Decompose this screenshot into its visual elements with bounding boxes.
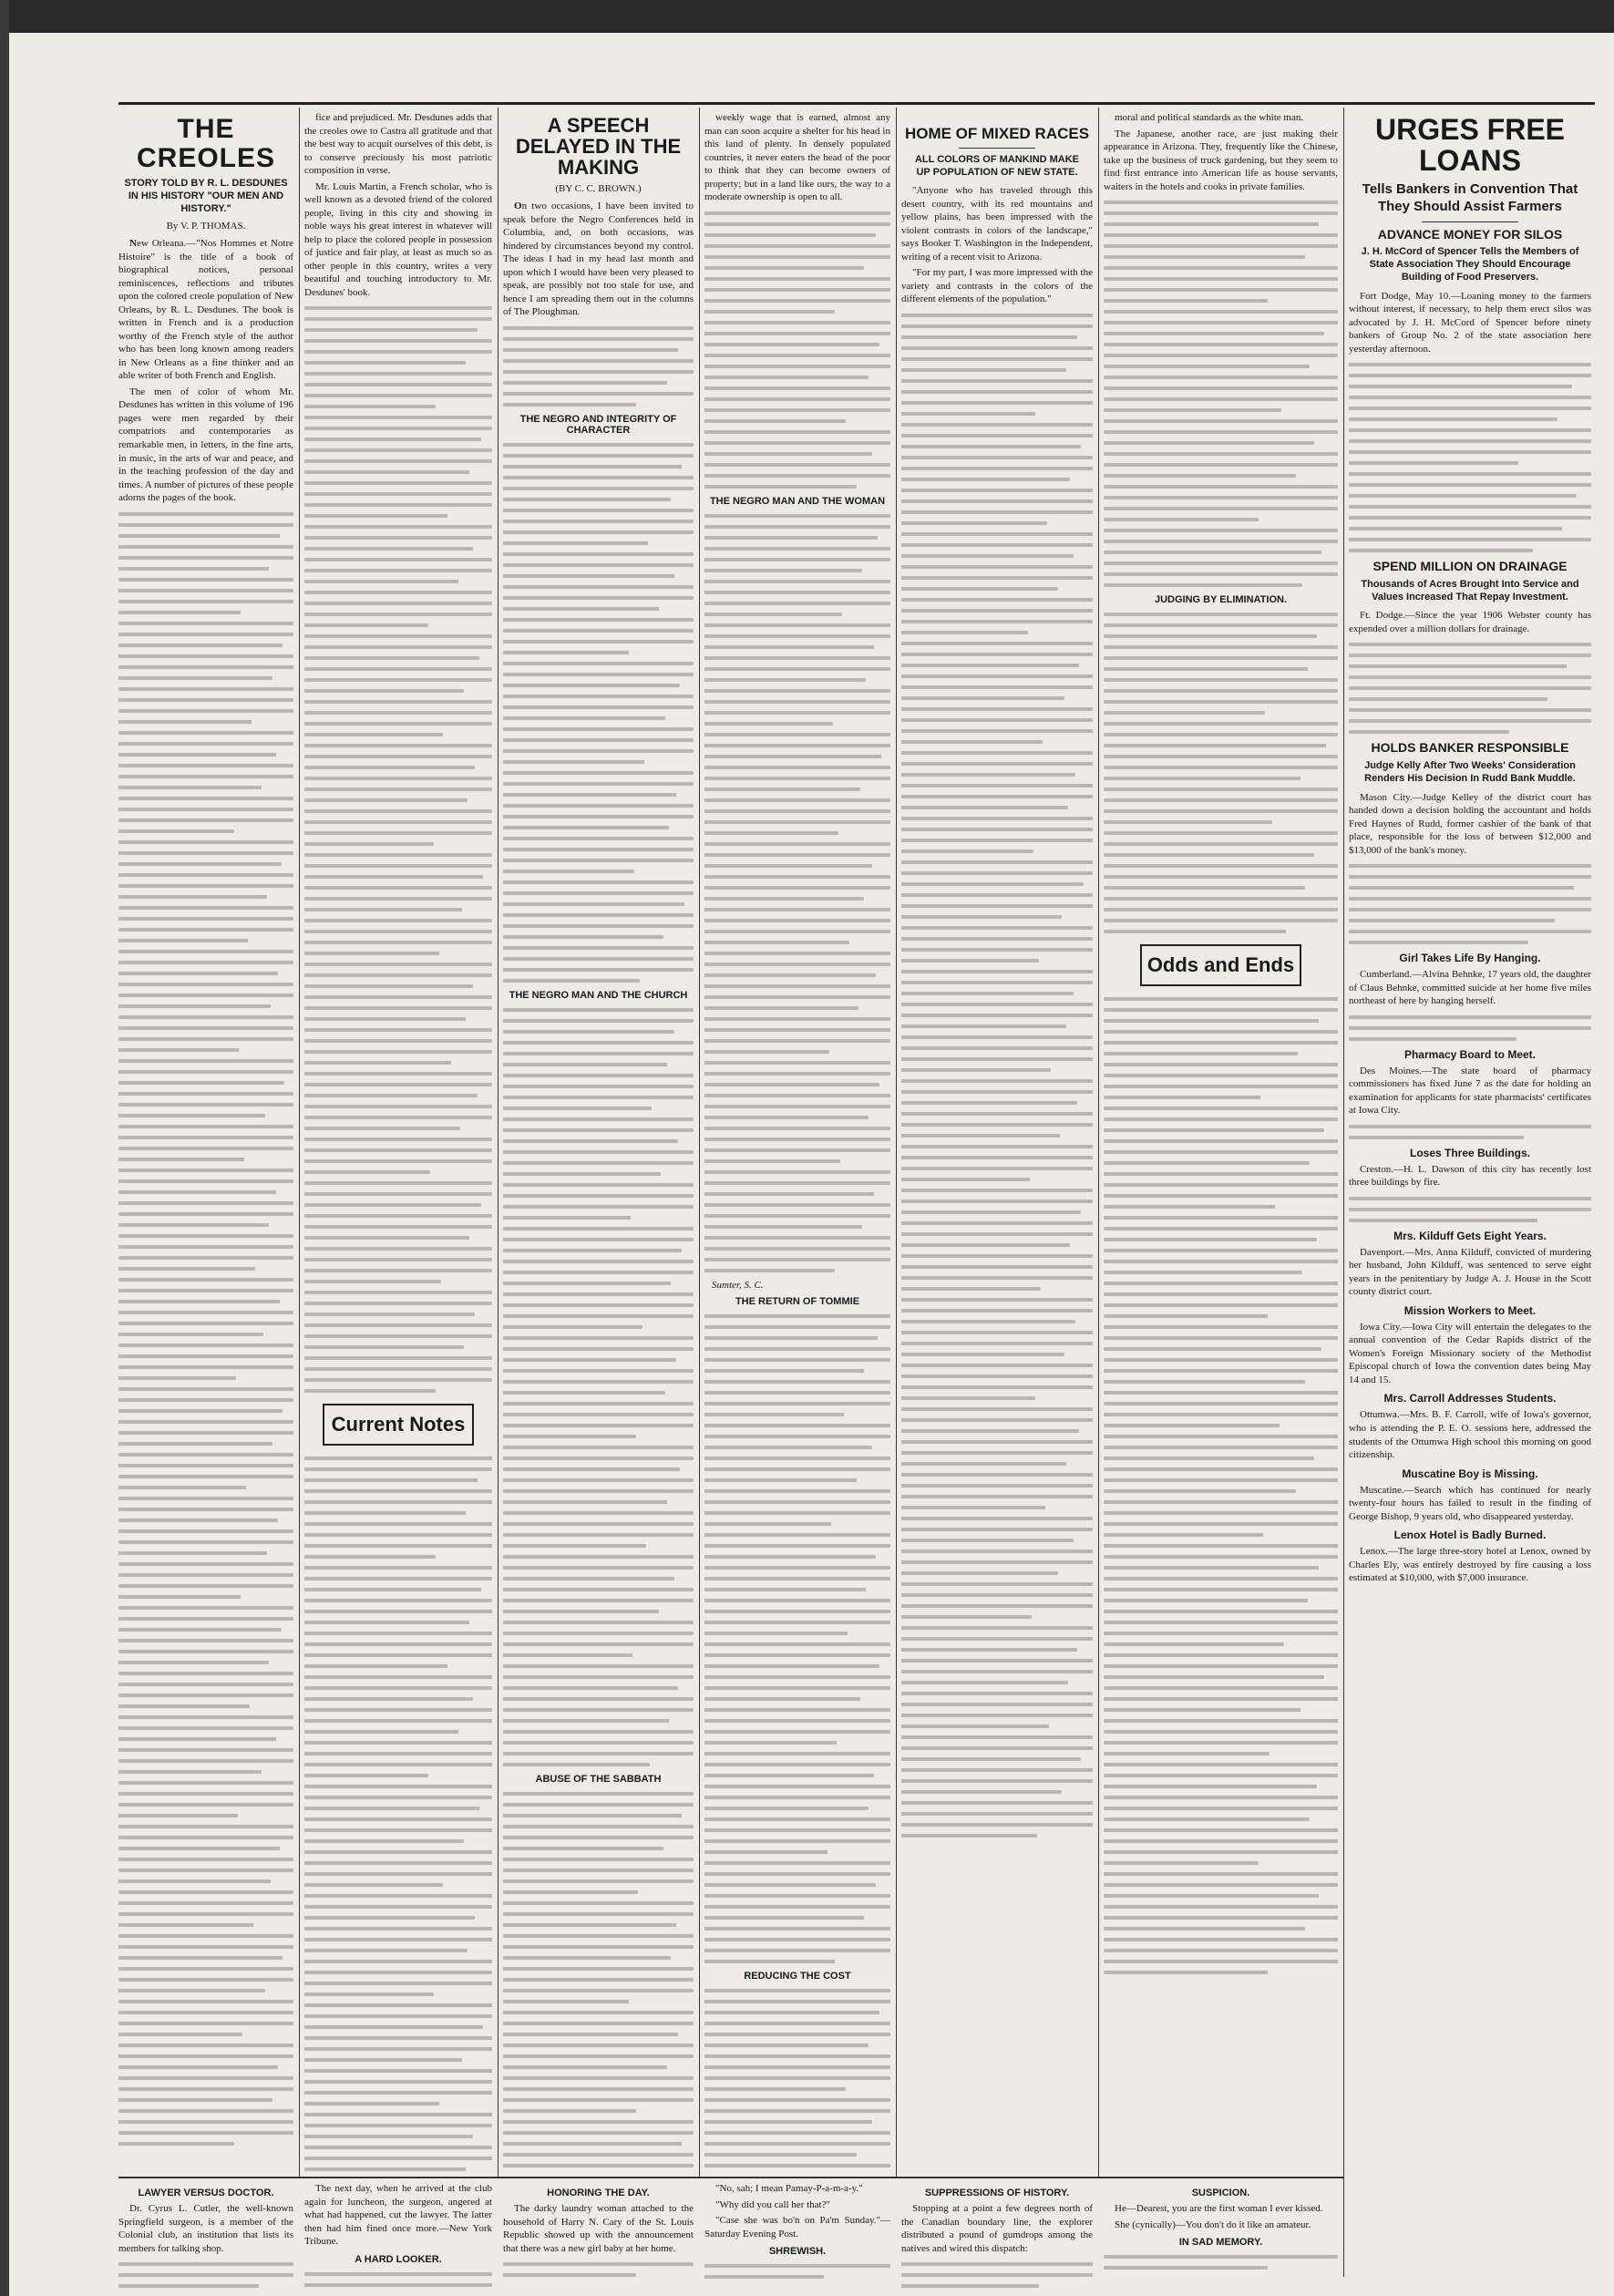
text-continuation <box>1104 2255 1338 2270</box>
paragraph: Mr. Louis Martin, a French scholar, who is well known as a devoted friend of the colored people, living in this city and showing in noble ways his great interest in whatever will help to place the colored people in possession of justice and fair play, at least as much so as other people in this country, writes a very beautiful and touching introductory to Mr. Desdunes' book. <box>304 180 492 298</box>
byline-speech: (BY C. C. BROWN.) <box>555 183 642 195</box>
headline-lenox: Lenox Hotel is Badly Burned. <box>1393 1529 1547 1542</box>
paragraph: Davenport.—Mrs. Anna Kilduff, convicted of murdering her husband, John Kilduff, was sentenced to serve eight years in the penitentiary by Judge A. J. House in the Scott county district court. <box>1349 1246 1591 1298</box>
paragraph: He—Dearest, you are the first woman I ever kissed. <box>1115 2203 1323 2214</box>
subhead: REDUCING THE COST <box>744 1970 851 1982</box>
headline-lawyer: LAWYER VERSUS DOCTOR. <box>138 2188 274 2198</box>
paragraph: Mason City.—Judge Kelley of the district court has handed down a decision holding the accountant and holds Fred Haynes of Rudd, former cashier of the bank of that place, responsible for the loss of between $12,000 and $13,000 of the bank's money. <box>1349 791 1591 856</box>
headline-suspicion: SUSPICION. <box>1191 2188 1250 2198</box>
column-rule <box>299 108 300 2177</box>
headline-muscatine: Muscatine Boy is Missing. <box>1402 1467 1538 1480</box>
bottom-row-rule <box>118 2177 1343 2178</box>
headline-buildings: Loses Three Buildings. <box>1409 1146 1531 1159</box>
deck-mixed-races: ALL COLORS OF MANKIND MAKE UP POPULATION OF NEW STATE. <box>914 153 1080 178</box>
paragraph: Fort Dodge, May 10.—Loaning money to the farmers without interest, if necessary, to help them erect silos was advocated by J. H. McCord of Spencer before ninety bankers of Group No. 2 of the state association here yesterday afternoon. <box>1349 290 1591 355</box>
headline-carroll: Mrs. Carroll Addresses Students. <box>1383 1392 1557 1405</box>
text-continuation <box>1104 997 1338 1974</box>
headline-kilduff: Mrs. Kilduff Gets Eight Years. <box>1393 1229 1547 1242</box>
bottom-suspicion <box>1104 2182 1338 2290</box>
headline-divider <box>1422 221 1518 222</box>
headline-history: SUPPRESSIONS OF HISTORY. <box>924 2188 1070 2198</box>
bottom-honoring <box>503 2182 694 2290</box>
paragraph: Muscatine.—Search which has continued for nearly twenty-four hours has failed to result in the finding of George Bishop, 9 years old, who disappeared yesterday. <box>1349 1484 1591 1522</box>
headline-speech: A SPEECH DELAYED IN THE MAKING <box>515 114 682 180</box>
text-continuation <box>704 1314 890 1963</box>
paragraph: Cumberland.—Alvina Behnke, 17 years old, the daughter of Claus Behnke, committed suicide at her home five miles northeast of here by hanging herself. <box>1349 969 1591 1007</box>
headline-sad-memory: IN SAD MEMORY. <box>1178 2237 1263 2249</box>
text-continuation <box>1104 201 1338 587</box>
paragraph: Creston.—H. L. Dawson of this city has recently lost three buildings by fire. <box>1349 1163 1591 1189</box>
text-continuation <box>304 306 492 1393</box>
paragraph: "For my part, I was more impressed with the variety and contrasts in the colors of the different elements of the population." <box>901 267 1093 305</box>
column-speech <box>503 111 694 2173</box>
paragraph: On two occasions, I have been invited to speak before the Negro Conferences held in Columbia, and, on both occasions, was hindered by circumstances beyond my control. The ideas I had in my head last month and upon which I would have been very pleased to speak, are possibly not too stale for use, and hence I am spreading them out in the columns of The Ploughman. <box>503 201 694 318</box>
headline-shrewish: SHREWISH. <box>768 2246 827 2258</box>
column-rule <box>1343 108 1344 2277</box>
paragraph: The Japanese, another race, are just making their appearance in Arizona. They, frequently like the Chinese, take up the business of truck gardening, but they seem to find first entrance into American life as house servants, waiters in the hotels and cooks in private families. <box>1104 128 1338 192</box>
headline-hard-looker: A HARD LOOKER. <box>355 2253 442 2265</box>
text-continuation <box>704 2264 890 2279</box>
current-notes-box: Current Notes <box>323 1404 474 1446</box>
text-continuation <box>304 2272 492 2290</box>
column-rule <box>1098 108 1099 2177</box>
column-desdunes-continued <box>304 111 492 2173</box>
headline-mixed-races: HOME OF MIXED RACES <box>904 125 1090 142</box>
bottom-lawyer-continued <box>304 2182 492 2290</box>
paragraph: moral and political standards as the white man. <box>1115 112 1304 123</box>
deck-creoles: STORY TOLD BY R. L. DESDUNES IN HIS HISTORY "OUR MEN AND HISTORY." <box>124 178 288 214</box>
scan-edge-top <box>0 0 1614 33</box>
deck-drainage: Thousands of Acres Brought Into Service and Values Increased That Repay Investment. <box>1361 578 1579 602</box>
text-continuation <box>503 1792 694 2173</box>
text-continuation <box>1349 864 1591 944</box>
text-continuation <box>503 443 694 983</box>
text-continuation <box>901 2262 1093 2288</box>
paragraph: Dr. Cyrus L. Cutler, the well-known Springfield surgeon, is a member of the Colonial club, an institution that lists its members for talking shop. <box>118 2203 293 2254</box>
paragraph: "No, sah; I mean Pamay-P-a-m-a-y." <box>715 2183 863 2194</box>
headline-banker: HOLDS BANKER RESPONSIBLE <box>1371 740 1569 756</box>
text-continuation <box>1104 613 1338 933</box>
paragraph: weekly wage that is earned, almost any man can soon acquire a shelter for his head in this land of plenty. In densely populated countries, it never enters the head of the poor to think that they can become owners of property; but in a land like ours, the way to a moderate ownership is open to all. <box>704 112 890 203</box>
text-continuation <box>901 314 1093 1838</box>
paragraph: The next day, when he arrived at the club again for luncheon, the surgeon, angered at what had happened, cut the lawyer. The latter then had him fined once more.—New York Tribune. <box>304 2183 492 2248</box>
paragraph: Lenox.—The large three-story hotel at Lenox, owned by Charles Ely, was entirely destroyed by fire causing a loss estimated at $10,000, with $7,000 insurance. <box>1349 1546 1591 1584</box>
paragraph: "Case she was bo'n on Pa'm Sunday."—Saturday Evening Post. <box>704 2215 890 2239</box>
headline-mission: Mission Workers to Meet. <box>1403 1303 1537 1317</box>
headline-free-loans: URGES FREE LOANS <box>1374 113 1566 177</box>
deck-silos: J. H. McCord of Spencer Tells the Members of State Association They Should Encourage Building of Food Preservers. <box>1361 246 1579 283</box>
byline-creoles: By V. P. THOMAS. <box>166 221 246 232</box>
column-rule <box>699 108 700 2177</box>
text-continuation <box>503 1008 694 1766</box>
paragraph: Ft. Dodge.—Since the year 1906 Webster county has expended over a million dollars for drainage. <box>1349 610 1591 634</box>
bottom-lawyer <box>118 2182 293 2290</box>
column-creoles <box>118 111 293 2173</box>
text-continuation <box>1349 1125 1591 1139</box>
column-mixed-races <box>901 111 1093 2173</box>
paragraph: The men of color of whom Mr. Desdunes has written in this volume of 196 pages were men regarded by their compatriots and contemporaries as remarkable men, in letters, in the fine arts, in music, in the arts of war and peace, and in the teaching profession of the day and times. A number of pictures of these people adorns the pages of the book. <box>118 386 293 504</box>
text-continuation <box>704 211 890 489</box>
text-continuation <box>1349 363 1591 552</box>
text-continuation <box>1349 1015 1591 1041</box>
text-continuation <box>118 512 293 2146</box>
column-iowa-news <box>1349 111 1591 2290</box>
paragraph: "Anyone who has traveled through this desert country, with its red mountains and yellow plains, has been impressed with the violent contrasts in colors of the landscape," says Booker T. Washington in the Independent, writing of a recent visit to Arizona. <box>901 185 1093 263</box>
text-continuation <box>1349 1197 1591 1222</box>
headline-creoles: THE CREOLES <box>136 114 276 173</box>
text-continuation <box>704 514 890 1272</box>
paragraph: Stopping at a point a few degrees north of the Canadian boundary line, the explorer distributed a pound of gumdrops among the natives and wired this dispatch: <box>901 2203 1093 2254</box>
paragraph: Iowa City.—Iowa City will entertain the delegates to the annual convention of the Cedar Rapids district of the Women's Foreign Missionary society of the Methodist Episcopal church of Iowa the convention dates being May 14 and 15. <box>1349 1321 1591 1385</box>
subhead: JUDGING BY ELIMINATION. <box>1154 594 1288 606</box>
paragraph: The darky laundry woman attached to the household of Harry N. Cary of the St. Louis Republic showed up with the announcement that there was a new girl baby at her home. <box>503 2203 694 2254</box>
column-rule <box>498 108 499 2177</box>
signature-sumter: Sumter, S. C. <box>712 1279 764 1291</box>
headline-girl-hanging: Girl Takes Life By Hanging. <box>1399 952 1541 965</box>
column-japanese-odds <box>1104 111 1338 2173</box>
headline-drainage: SPEND MILLION ON DRAINAGE <box>1372 559 1568 574</box>
subhead: ABUSE OF THE SABBATH <box>535 1773 662 1785</box>
subhead: THE NEGRO AND INTEGRITY OF CHARACTER <box>519 413 677 436</box>
text-continuation <box>304 1457 492 2173</box>
column-speech-continued <box>704 111 890 2173</box>
text-continuation <box>704 1989 890 2173</box>
subhead: THE NEGRO MAN AND THE WOMAN <box>709 495 886 507</box>
headline-silos: ADVANCE MONEY FOR SILOS <box>1377 226 1563 242</box>
deck-banker: Judge Kelly After Two Weeks' Consideration Renders His Decision In Rudd Bank Muddle. <box>1364 760 1576 784</box>
headline-honoring: HONORING THE DAY. <box>547 2188 650 2198</box>
paragraph: New Orleana.—"Nos Hommes et Notre Histoire" is the title of a book of biographical notices, personal reminiscences, reflections and tributes upon the colored creole population of New Orleans, by R. L. Desdunes. The book is written in French and is a production worthy of the French style of the author who has been long known among readers in New Orleans as a fine thinker and an able writer of both French and English. <box>118 238 293 382</box>
masthead-rule <box>118 102 1595 105</box>
column-rule <box>896 108 897 2177</box>
text-continuation <box>503 2262 694 2277</box>
subhead: THE NEGRO MAN AND THE CHURCH <box>509 989 688 1001</box>
headline-divider <box>959 148 1035 149</box>
odds-and-ends-box: Odds and Ends <box>1140 944 1301 986</box>
paragraph: "Why did you call her that?" <box>715 2198 830 2210</box>
paragraph: Des Moines.—The state board of pharmacy commissioners has fixed June 7 as the date for holding an examination for applicants for state pharmacists' certificates at Iowa City. <box>1349 1065 1591 1117</box>
paragraph: She (cynically)—You don't do it like an amateur. <box>1115 2219 1311 2230</box>
paragraph: fice and prejudiced. Mr. Desdunes adds that the creoles owe to Castra all gratitude and that the best way to acquit ourselves of this debt, is to conserve preciously his most patriotic composition in verse. <box>304 112 492 177</box>
bottom-pamay <box>704 2182 890 2290</box>
text-continuation <box>1349 643 1591 734</box>
deck-free-loans: Tells Bankers in Convention That They Should Assist Farmers <box>1362 181 1578 214</box>
headline-pharmacy: Pharmacy Board to Meet. <box>1403 1047 1537 1061</box>
text-continuation <box>118 2262 293 2288</box>
paragraph: Ottumwa.—Mrs. B. F. Carroll, wife of Iowa's governor, who is attending the P. E. O. sessions here, addressed the students of the Ottumwa High school this morning on good citizenship. <box>1349 1409 1591 1461</box>
text-continuation <box>503 326 694 407</box>
subhead: THE RETURN OF TOMMIE <box>735 1295 860 1307</box>
bottom-history <box>901 2182 1093 2290</box>
scan-edge-left <box>0 0 9 2296</box>
